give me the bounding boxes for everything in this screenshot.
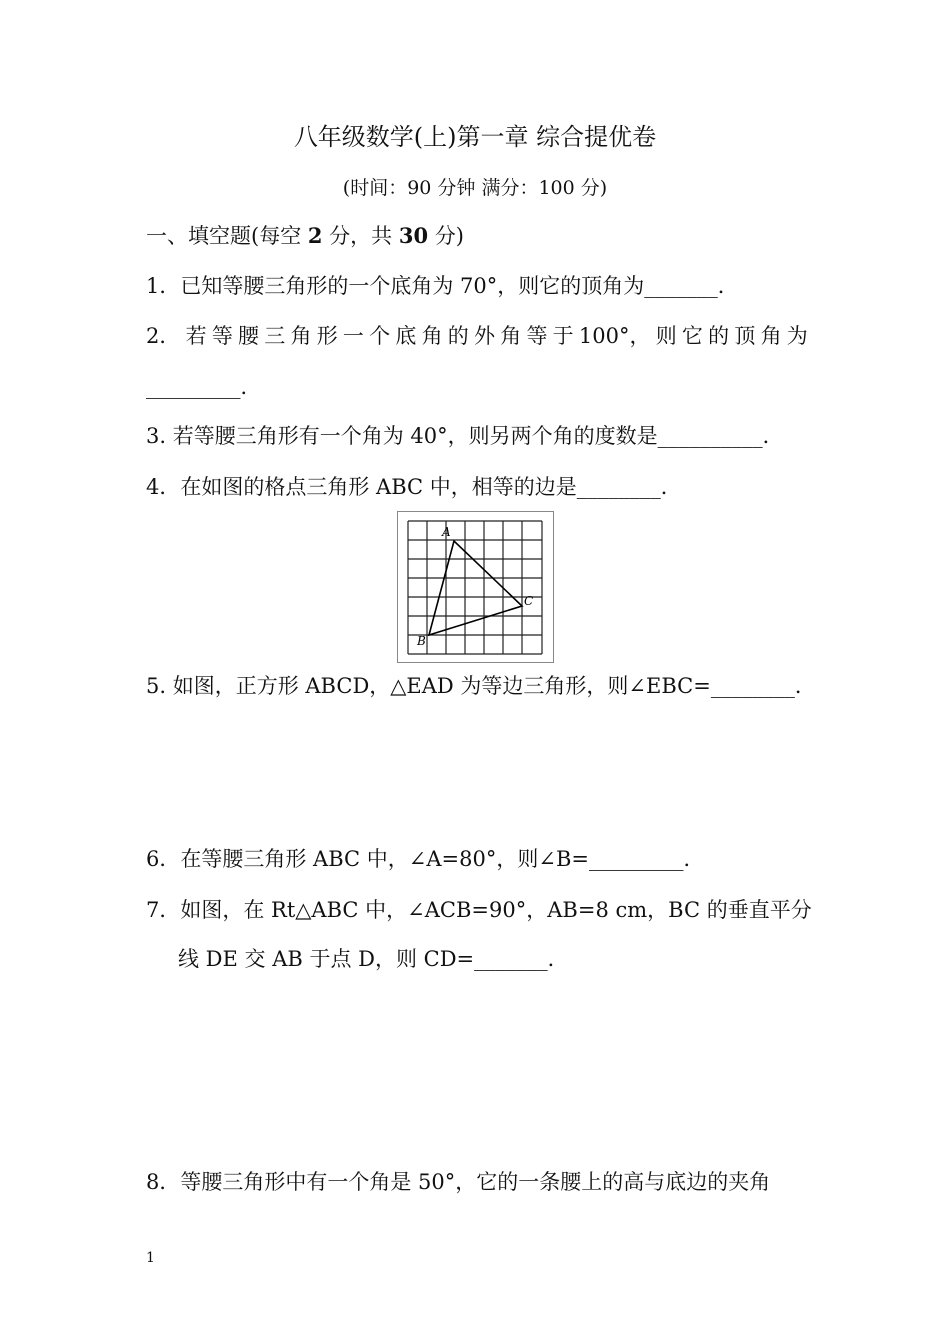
question-2-char: 顶	[734, 324, 756, 348]
question-2-char: 2．	[146, 324, 181, 348]
question-2-char: 等	[211, 324, 233, 348]
vertex-label-c: C	[524, 594, 534, 608]
question-8: 8．等腰三角形中有一个角是 50°，它的一条腰上的高与底边的夹角	[146, 1170, 771, 1194]
question-2-char: 的	[708, 324, 730, 348]
question-2-char: 它	[681, 324, 703, 348]
question-2-char: 于	[552, 324, 574, 348]
section-heading-text: 一、填空题(每空	[146, 224, 308, 248]
question-2-char: 腰	[238, 324, 260, 348]
question-5: 5. 如图，正方形 ABCD，△EAD 为等边三角形，则∠EBC=________．	[146, 674, 816, 698]
question-2	[146, 322, 808, 350]
question-2-char: 形	[316, 324, 338, 348]
question-7: 7．如图，在 Rt△ABC 中，∠ACB=90°，AB=8 cm，BC 的垂直平分	[146, 898, 812, 922]
question-2-char: 个	[369, 324, 391, 348]
question-2-char: 100°，	[578, 324, 651, 348]
question-1: 1．已知等腰三角形的一个底角为 70°，则它的顶角为_______．	[146, 274, 739, 298]
question-2-char: 底	[395, 324, 417, 348]
question-2-char: 一	[342, 324, 364, 348]
page-number: 1	[146, 1250, 155, 1266]
question-2-char: 角	[760, 324, 782, 348]
question-2-char: 等	[526, 324, 548, 348]
page-title: 八年级数学(上)第一章 综合提优卷	[293, 123, 657, 151]
question-2-char: 为	[786, 324, 808, 348]
vertex-label-a: A	[442, 525, 451, 539]
vertex-label-b: B	[417, 634, 426, 648]
section-heading-text: 分，共	[322, 224, 399, 248]
question-2-blank: _________．	[146, 375, 262, 399]
grid-triangle-figure	[397, 511, 554, 663]
question-7-cont: 线 DE 交 AB 于点 D，则 CD=_______．	[178, 947, 569, 971]
section-heading-text: 分)	[428, 224, 464, 248]
question-2-char: 角	[421, 324, 443, 348]
exam-subtitle: (时间：90 分钟 满分：100 分)	[342, 177, 608, 199]
question-2-char: 角	[290, 324, 312, 348]
question-6: 6．在等腰三角形 ABC 中，∠A=80°，则∠B=_________．	[146, 847, 705, 871]
question-2-char: 外	[474, 324, 495, 348]
section-heading	[146, 222, 464, 250]
question-3: 3. 若等腰三角形有一个角为 40°，则另两个角的度数是__________．	[146, 424, 784, 448]
section-heading-points: 2	[307, 223, 323, 248]
question-2-char: 若	[185, 324, 207, 348]
section-heading-total: 30	[398, 223, 429, 248]
question-2-char: 角	[500, 324, 522, 348]
question-2-char: 则	[655, 324, 677, 348]
question-2-char: 的	[447, 324, 469, 348]
question-2-char: 三	[264, 324, 286, 348]
question-4: 4．在如图的格点三角形 ABC 中，相等的边是________．	[146, 475, 682, 499]
